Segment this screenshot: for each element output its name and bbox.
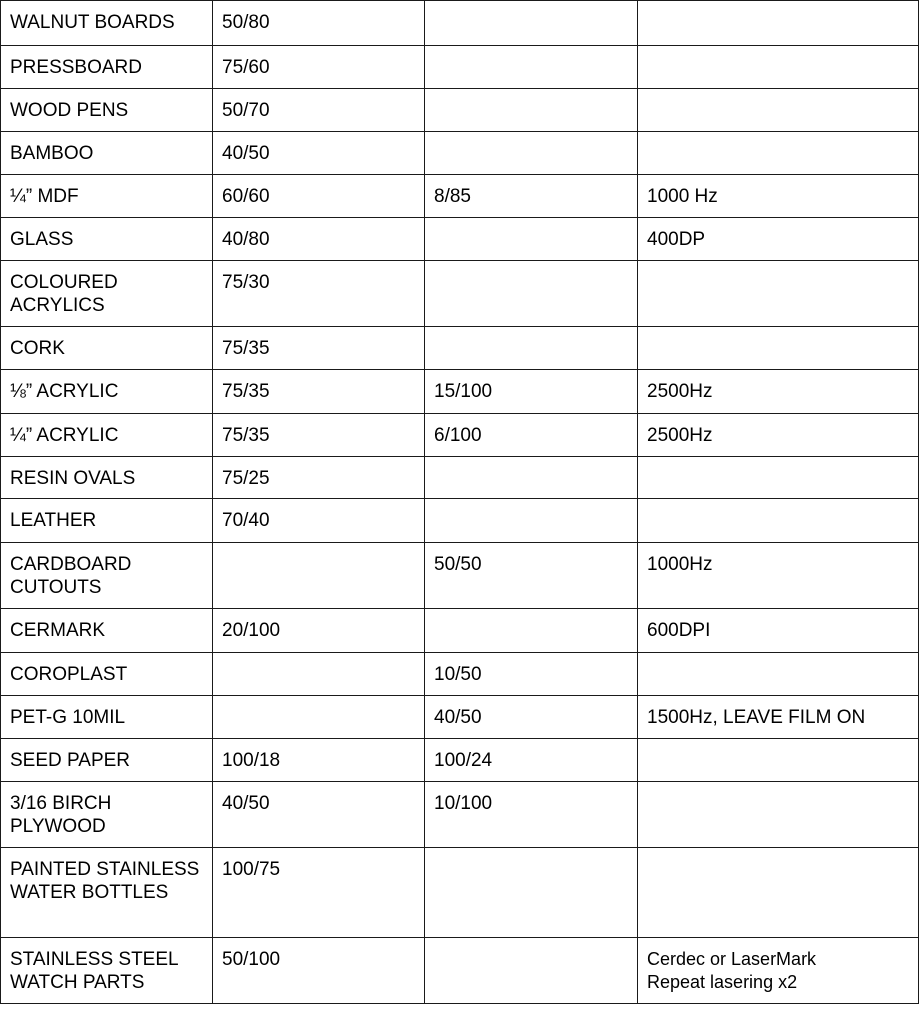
material-cell: CARDBOARD CUTOUTS	[1, 543, 213, 609]
table-row	[1, 414, 919, 457]
setting-cell: 2500Hz	[638, 370, 919, 414]
setting-cell	[425, 1, 638, 46]
material-cell: WOOD PENS	[1, 89, 213, 132]
setting-cell: 40/50	[213, 132, 425, 175]
setting-cell: 600DPI	[638, 609, 919, 653]
setting-cell	[638, 327, 919, 370]
setting-cell	[425, 457, 638, 499]
setting-cell	[425, 327, 638, 370]
setting-cell: 400DP	[638, 218, 919, 261]
setting-cell	[425, 848, 638, 938]
setting-cell: 8/85	[425, 175, 638, 218]
table-row	[1, 782, 919, 848]
setting-cell	[638, 499, 919, 543]
setting-cell	[638, 457, 919, 499]
setting-cell	[638, 132, 919, 175]
setting-cell	[638, 89, 919, 132]
material-cell: GLASS	[1, 218, 213, 261]
setting-cell: 75/35	[213, 370, 425, 414]
setting-cell: 40/50	[425, 696, 638, 739]
setting-cell: 40/80	[213, 218, 425, 261]
material-cell: RESIN OVALS	[1, 457, 213, 499]
setting-cell: 100/75	[213, 848, 425, 938]
setting-cell: 1500Hz, LEAVE FILM ON	[638, 696, 919, 739]
material-cell: 3/16 BIRCH PLYWOOD	[1, 782, 213, 848]
setting-cell	[638, 1, 919, 46]
setting-cell: 100/18	[213, 739, 425, 782]
table-row	[1, 327, 919, 370]
table-row	[1, 609, 919, 653]
material-cell: COROPLAST	[1, 653, 213, 696]
table-row	[1, 457, 919, 499]
setting-cell: 6/100	[425, 414, 638, 457]
setting-cell: 40/50	[213, 782, 425, 848]
setting-cell	[213, 543, 425, 609]
table-row	[1, 370, 919, 414]
material-cell: SEED PAPER	[1, 739, 213, 782]
setting-cell: 100/24	[425, 739, 638, 782]
table-row	[1, 46, 919, 89]
setting-cell: 50/70	[213, 89, 425, 132]
setting-cell	[425, 938, 638, 1004]
table-row	[1, 89, 919, 132]
material-cell: COLOURED ACRYLICS	[1, 261, 213, 327]
setting-cell	[213, 696, 425, 739]
setting-cell	[425, 609, 638, 653]
setting-cell	[425, 218, 638, 261]
setting-cell	[638, 653, 919, 696]
material-cell: LEATHER	[1, 499, 213, 543]
setting-cell: 75/35	[213, 327, 425, 370]
setting-cell: 75/25	[213, 457, 425, 499]
material-cell: PET-G 10MIL	[1, 696, 213, 739]
material-cell: ⅛” ACRYLIC	[1, 370, 213, 414]
material-cell: ¼” MDF	[1, 175, 213, 218]
setting-cell	[638, 848, 919, 938]
table-row	[1, 175, 919, 218]
material-cell: BAMBOO	[1, 132, 213, 175]
table-row	[1, 848, 919, 938]
material-cell: PAINTED STAINLESS WATER BOTTLES	[1, 848, 213, 938]
setting-cell: 50/100	[213, 938, 425, 1004]
table-row	[1, 132, 919, 175]
setting-cell	[425, 261, 638, 327]
setting-cell	[638, 782, 919, 848]
material-cell: PRESSBOARD	[1, 46, 213, 89]
setting-cell: 10/50	[425, 653, 638, 696]
material-cell: ¼” ACRYLIC	[1, 414, 213, 457]
setting-cell: 75/60	[213, 46, 425, 89]
setting-cell: 50/50	[425, 543, 638, 609]
table-row	[1, 653, 919, 696]
material-cell: STAINLESS STEEL WATCH PARTS	[1, 938, 213, 1004]
table-row	[1, 543, 919, 609]
notes-cell	[638, 938, 919, 1004]
setting-cell	[638, 46, 919, 89]
table-row	[1, 938, 919, 1004]
table-row	[1, 739, 919, 782]
setting-cell	[638, 261, 919, 327]
setting-cell: 50/80	[213, 1, 425, 46]
table-row	[1, 261, 919, 327]
setting-cell	[425, 132, 638, 175]
setting-cell	[213, 653, 425, 696]
setting-cell	[425, 499, 638, 543]
material-cell: CERMARK	[1, 609, 213, 653]
setting-cell: 20/100	[213, 609, 425, 653]
setting-cell: 2500Hz	[638, 414, 919, 457]
note-line: Cerdec or LaserMark	[647, 949, 817, 969]
table-row	[1, 696, 919, 739]
setting-cell: 1000 Hz	[638, 175, 919, 218]
setting-cell	[638, 739, 919, 782]
setting-cell: 75/35	[213, 414, 425, 457]
setting-cell: 70/40	[213, 499, 425, 543]
setting-cell: 10/100	[425, 782, 638, 848]
setting-cell: 60/60	[213, 175, 425, 218]
setting-cell	[425, 89, 638, 132]
material-cell: WALNUT BOARDS	[1, 1, 213, 46]
setting-cell: 75/30	[213, 261, 425, 327]
material-cell: CORK	[1, 327, 213, 370]
table-row	[1, 218, 919, 261]
table-row	[1, 1, 919, 46]
setting-cell: 1000Hz	[638, 543, 919, 609]
setting-cell	[425, 46, 638, 89]
setting-cell: 15/100	[425, 370, 638, 414]
table-row	[1, 499, 919, 543]
note-line: Repeat lasering x2	[647, 972, 798, 992]
